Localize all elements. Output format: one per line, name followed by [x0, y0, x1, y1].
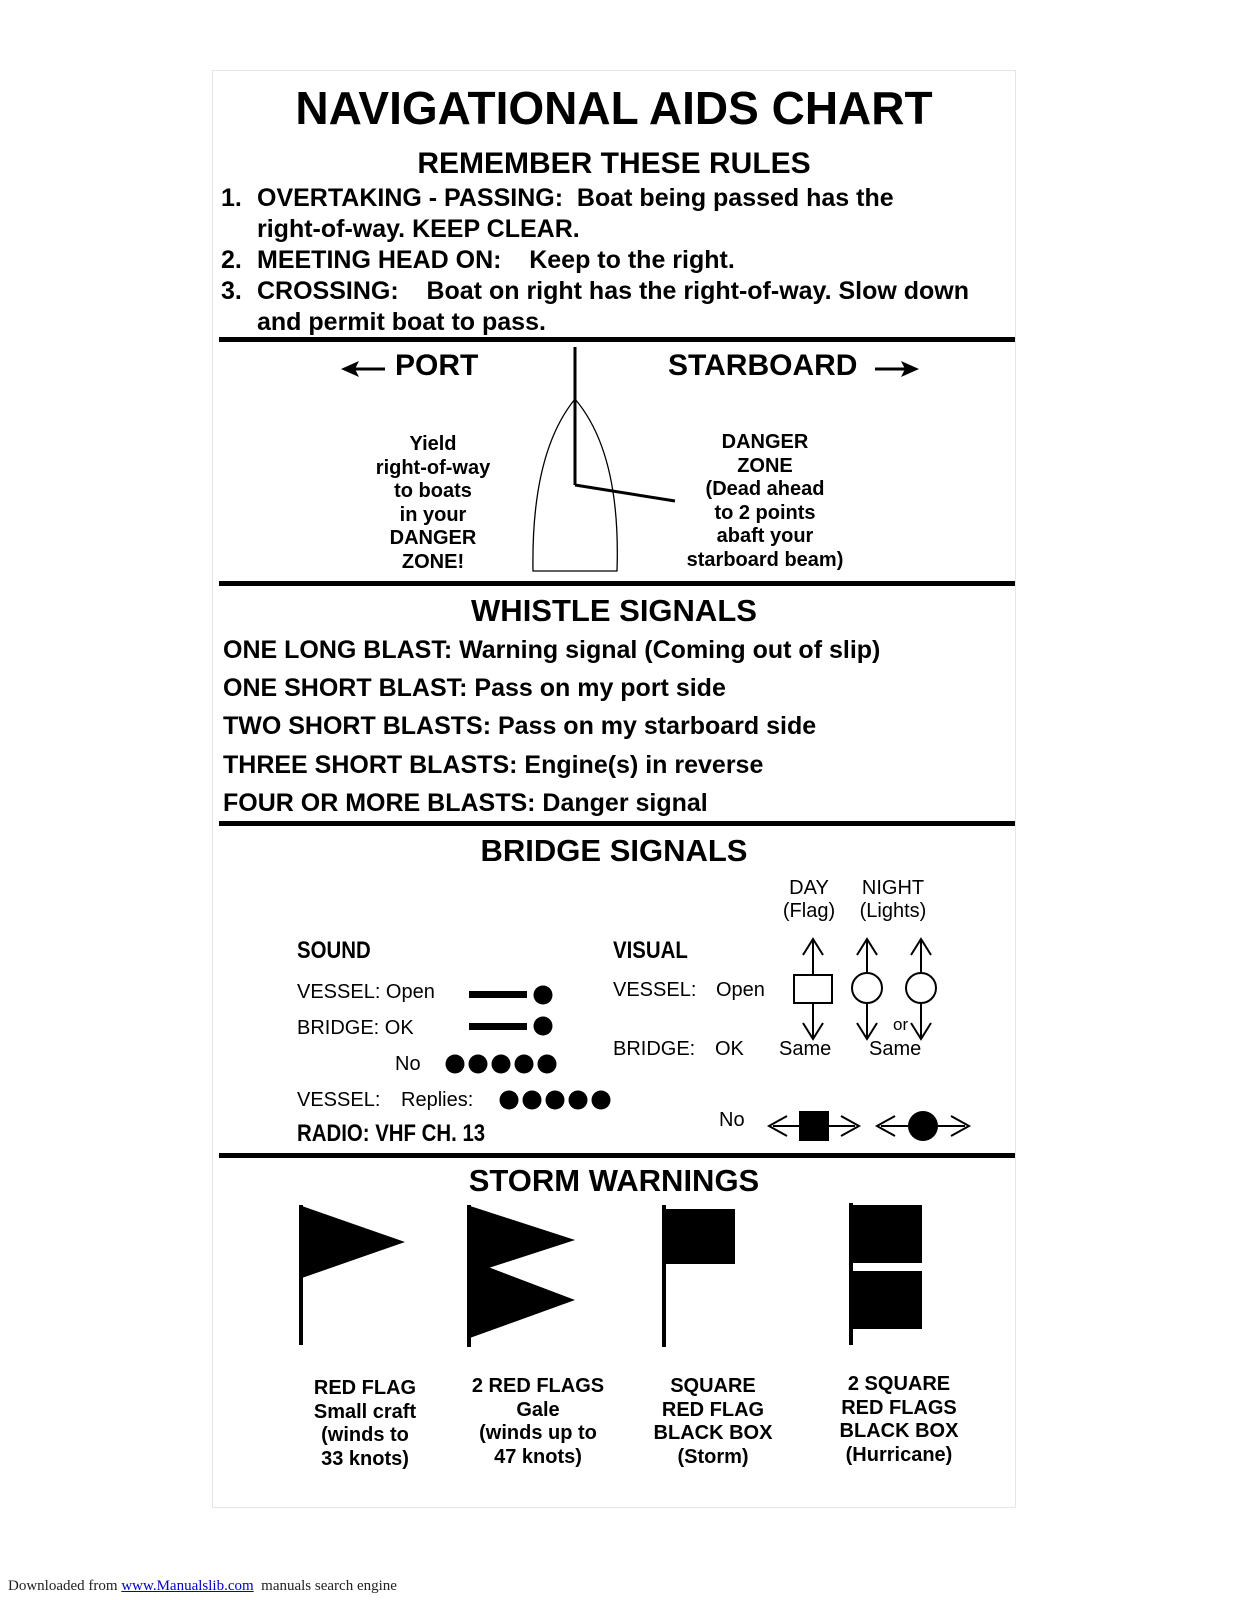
sound-vessel-replies-a: VESSEL:	[297, 1089, 381, 1111]
caption-line: (Storm)	[677, 1445, 749, 1468]
note-line: DANGER	[721, 431, 809, 453]
download-footer	[8, 1578, 397, 1595]
storm-caption-4	[825, 1373, 973, 1467]
night-light-icon	[852, 939, 882, 1039]
rule-number: 1.	[221, 184, 242, 212]
night-sub-label: (Lights)	[859, 900, 927, 922]
rule-text: MEETING HEAD ON: Keep to the right.	[257, 246, 735, 274]
sound-bridge-ok: BRIDGE: OK	[297, 1017, 414, 1039]
whistle-item: ONE LONG BLAST: Warning signal (Coming out of slip)	[223, 636, 881, 664]
caption-line: (winds up to	[479, 1422, 597, 1444]
whistle-item: FOUR OR MORE BLASTS: Danger signal	[223, 789, 708, 817]
port-label: PORT	[395, 349, 479, 382]
sound-vessel-open: VESSEL: Open	[297, 981, 435, 1003]
note-line: DANGER	[389, 527, 477, 549]
night-light-icon	[906, 939, 936, 1039]
rule-number: 2.	[221, 246, 242, 274]
storm-heading: STORM WARNINGS	[468, 1163, 760, 1198]
rule-item-1	[221, 183, 1011, 214]
radio-label: RADIO: VHF CH. 13	[297, 1120, 486, 1147]
note-line: to 2 points	[714, 501, 816, 524]
note-line: right-of-way	[375, 456, 491, 479]
storm-caption-1	[295, 1377, 435, 1471]
day-sub-label: (Flag)	[782, 900, 836, 922]
note-line: Yield	[409, 433, 457, 455]
footer-suffix: manuals search engine	[253, 1578, 397, 1594]
rule-item-2	[221, 245, 1011, 276]
two-square-flags-icon	[849, 1203, 922, 1345]
caption-line: SQUARE	[670, 1375, 756, 1397]
rule-item-3	[221, 276, 1011, 307]
divider	[219, 821, 1015, 826]
short-blast-icon	[534, 986, 553, 1005]
storm-caption-3	[643, 1375, 783, 1469]
starboard-note	[675, 431, 855, 572]
caption-line: RED FLAG	[313, 1377, 417, 1399]
boat-diagram	[213, 343, 1015, 579]
starboard-beam-line	[575, 485, 675, 501]
whistle-item: ONE SHORT BLAST: Pass on my port side	[223, 674, 726, 702]
sound-heading: SOUND	[297, 937, 371, 964]
port-note	[363, 433, 503, 574]
rule-text: OVERTAKING - PASSING: Boat being passed has the	[257, 184, 894, 212]
long-blast-icon	[469, 991, 527, 998]
five-short-blasts-icon	[446, 1055, 557, 1074]
bridge-signal-symbols	[213, 931, 1015, 1161]
page-title: NAVIGATIONAL AIDS CHART	[295, 82, 933, 134]
same-night: Same	[869, 1038, 922, 1060]
caption-line: RED FLAG	[661, 1398, 765, 1421]
port-arrow-icon	[341, 361, 385, 377]
no-night-light-icon	[877, 1111, 969, 1141]
caption-line: Small craft	[313, 1400, 417, 1423]
rule-text-cont: right-of-way. KEEP CLEAR.	[257, 215, 580, 243]
caption-line: 2 SQUARE	[847, 1373, 951, 1395]
whistle-item: TWO SHORT BLASTS: Pass on my starboard side	[223, 712, 817, 740]
footer-prefix: Downloaded from	[8, 1578, 122, 1594]
caption-line: BLACK BOX	[653, 1422, 773, 1444]
night-label-group	[853, 877, 933, 923]
storm-flags	[213, 1201, 1015, 1351]
storm-caption-2	[463, 1375, 613, 1469]
same-day: Same	[779, 1038, 832, 1060]
caption-line: (Hurricane)	[845, 1443, 953, 1466]
or-label: or	[893, 1015, 909, 1034]
note-line: ZONE	[737, 454, 793, 477]
note-line: abaft your	[716, 525, 814, 547]
long-blast-icon	[469, 1023, 527, 1030]
two-red-flags-icon	[467, 1205, 575, 1347]
starboard-label: STARBOARD	[668, 349, 858, 382]
chart-page	[212, 70, 1016, 1508]
divider	[219, 1153, 1015, 1158]
visual-heading: VISUAL	[613, 937, 688, 964]
note-line: (Dead ahead	[705, 478, 825, 500]
sound-vessel-replies-b: Replies:	[401, 1089, 474, 1111]
sound-no: No	[395, 1053, 421, 1075]
night-label: NIGHT	[861, 877, 925, 899]
short-blast-icon	[534, 1017, 553, 1036]
bridge-heading: BRIDGE SIGNALS	[480, 833, 748, 868]
note-line: ZONE!	[401, 550, 465, 573]
day-label: DAY	[789, 877, 829, 899]
visual-bridge: BRIDGE:	[613, 1038, 696, 1060]
manualslib-link[interactable]: www.Manualslib.com	[121, 1578, 254, 1594]
no-day-flag-icon	[769, 1111, 859, 1141]
five-short-blasts-icon	[500, 1091, 611, 1110]
day-flag-icon	[794, 939, 832, 1039]
starboard-arrow-icon	[875, 361, 919, 377]
divider	[219, 581, 1015, 586]
rules-heading: REMEMBER THESE RULES	[417, 147, 811, 180]
red-flag-icon	[299, 1205, 405, 1345]
visual-vessel: VESSEL:	[613, 979, 697, 1001]
rule-text-cont: and permit boat to pass.	[257, 308, 546, 336]
square-flag-icon	[662, 1205, 735, 1347]
visual-ok: OK	[715, 1038, 744, 1060]
caption-line: RED FLAGS	[841, 1396, 957, 1419]
caption-line: 33 knots)	[321, 1447, 409, 1470]
visual-open: Open	[716, 979, 765, 1001]
caption-line: (winds to	[321, 1424, 409, 1446]
caption-line: BLACK BOX	[839, 1420, 959, 1442]
note-line: in your	[399, 503, 467, 526]
caption-line: 47 knots)	[494, 1445, 582, 1468]
rules-list	[221, 183, 1011, 338]
rule-number: 3.	[221, 277, 242, 305]
whistle-item: THREE SHORT BLASTS: Engine(s) in reverse	[223, 751, 764, 779]
caption-line: Gale	[516, 1398, 560, 1421]
note-line: to boats	[394, 480, 472, 502]
caption-line: 2 RED FLAGS	[471, 1375, 605, 1397]
note-line: starboard beam)	[686, 548, 844, 571]
divider	[219, 337, 1015, 342]
day-label-group	[779, 877, 839, 923]
whistle-heading: WHISTLE SIGNALS	[471, 593, 757, 628]
rule-text: CROSSING: Boat on right has the right-of-way. Slow down	[257, 277, 970, 305]
visual-no: No	[719, 1109, 745, 1131]
